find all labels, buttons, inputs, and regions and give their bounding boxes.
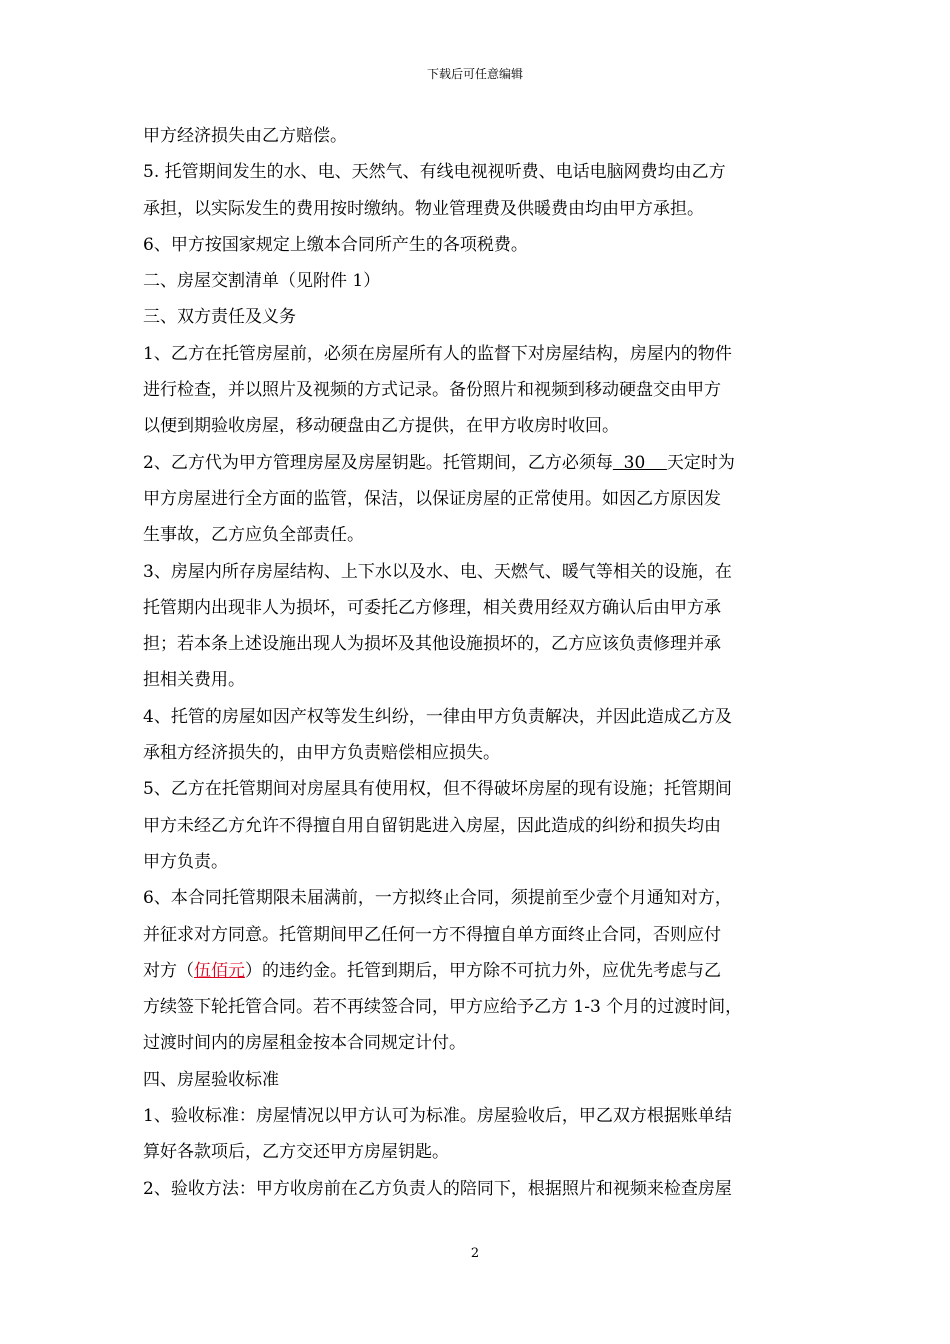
text-line: 3、房屋内所存房屋结构、上下水以及水、电、天燃气、暖气等相关的设施，在 [143,561,732,582]
text-line: 以便到期验收房屋，移动硬盘由乙方提供，在甲方收房时收回。 [143,416,619,437]
text-line: 承担，以实际发生的费用按时缴纳。物业管理费及供暖费由均由甲方承担。 [143,198,704,219]
text-line: 承租方经济损失的，由甲方负责赔偿相应损失。 [143,743,500,764]
page-number: 2 [470,1246,480,1261]
text-line: 4、托管的房屋如因产权等发生纠纷，一律由甲方负责解决，并因此造成乙方及 [143,706,732,727]
text-segment: ）的违约金。托管到期后，甲方除不可抗力外，应优先考虑与乙 [245,960,721,981]
text-line: 算好各款项后，乙方交还甲方房屋钥匙。 [143,1142,449,1163]
text-line: 6、本合同托管期限未届满前，一方拟终止合同，须提前至少壹个月通知对方， [143,888,732,909]
text-line: 甲方房屋进行全方面的监管，保洁，以保证房屋的正常使用。如因乙方原因发 [143,488,721,509]
section-heading: 三、双方责任及义务 [143,307,296,328]
text-segment: 2、乙方代为甲方管理房屋及房屋钥匙。托管期间，乙方必须每 [143,452,613,473]
text-line: 2、验收方法：甲方收房前在乙方负责人的陪同下，根据照片和视频来检查房屋 [143,1178,732,1199]
text-line: 甲方负责。 [143,851,228,872]
page-header: 下载后可任意编辑 [426,67,523,81]
text-line: 甲方未经乙方允许不得擅自用自留钥匙进入房屋，因此造成的纠纷和损失均由 [143,815,721,836]
text-line: 6、甲方按国家规定上缴本合同所产生的各项税费。 [143,234,528,255]
text-line: 担相关费用。 [143,670,245,691]
penalty-amount: 伍佰元 [194,960,245,981]
text-line: 5、乙方在托管期间对房屋具有使用权，但不得破坏房屋的现有设施；托管期间 [143,779,732,800]
text-line: 方续签下轮托管合同。若不再续签合同，甲方应给予乙方 1-3 个月的过渡时间， [143,997,743,1018]
underlined-days-value: 30 [612,452,667,473]
document-body [143,118,823,1207]
text-line [143,953,823,989]
section-heading: 二、房屋交割清单（见附件 1） [143,271,381,292]
text-line: 5. 托管期间发生的水、电、天然气、有线电视视听费、电话电脑网费均由乙方 [143,162,726,183]
text-line: 托管期内出现非人为损坏，可委托乙方修理，相关费用经双方确认后由甲方承 [143,597,721,618]
text-line: 过渡时间内的房屋租金按本合同规定计付。 [143,1033,466,1054]
text-line: 进行检查，并以照片及视频的方式记录。备份照片和视频到移动硬盘交由甲方 [143,380,721,401]
text-line: 并征求对方同意。托管期间甲乙任何一方不得擅自单方面终止合同，否则应付 [143,924,721,945]
text-line: 1、乙方在托管房屋前，必须在房屋所有人的监督下对房屋结构，房屋内的物件 [143,343,732,364]
text-segment: 对方（ [143,960,194,981]
text-segment: 天定时为 [666,452,735,473]
text-line: 生事故，乙方应负全部责任。 [143,525,364,546]
text-line: 1、验收标准：房屋情况以甲方认可为标准。房屋验收后，甲乙双方根据账单结 [143,1106,732,1127]
text-line: 甲方经济损失由乙方赔偿。 [143,126,347,146]
text-line: 担；若本条上述设施出现人为损坏及其他设施损坏的，乙方应该负责修理并承 [143,634,721,655]
section-heading: 四、房屋验收标准 [143,1069,279,1090]
text-line [143,445,823,481]
